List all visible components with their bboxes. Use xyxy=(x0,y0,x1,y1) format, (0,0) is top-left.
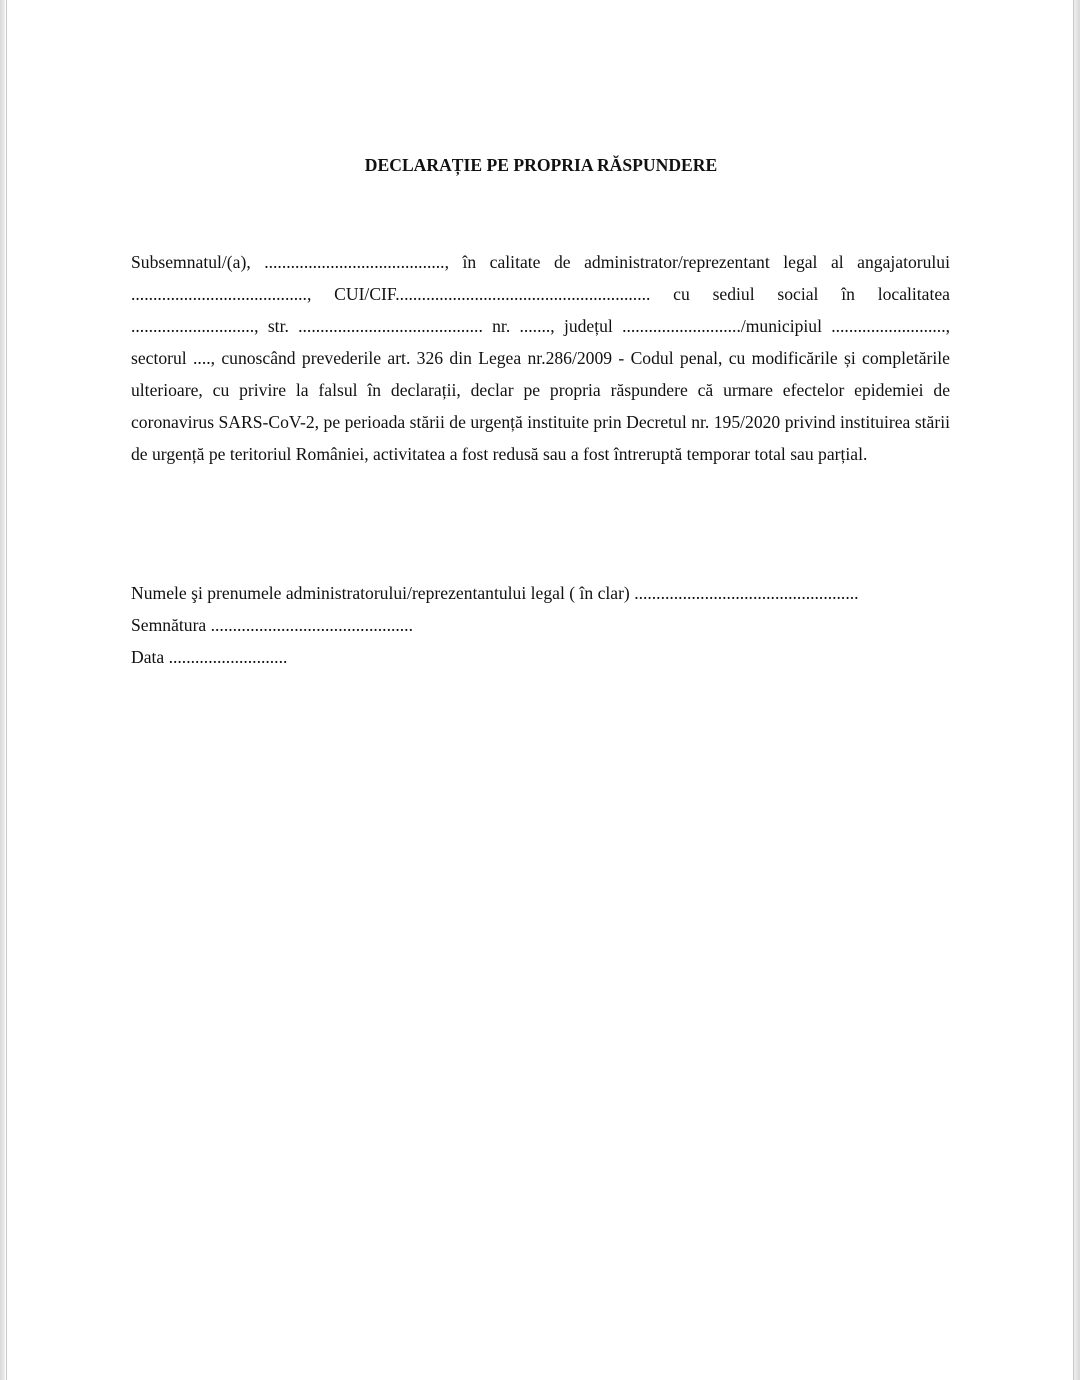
date-field-line: Data ........................... xyxy=(131,647,288,667)
signature-block xyxy=(131,577,950,673)
name-field-line: Numele şi prenumele administratorului/reprezentantului legal ( în clar) ................................................... xyxy=(131,583,859,603)
document-title: DECLARAȚIE PE PROPRIA RĂSPUNDERE xyxy=(364,155,718,175)
document-page xyxy=(6,0,1074,1380)
declaration-paragraph: Subsemnatul/(a), ........................................., în calitate de administrator/reprezentant legal al angajatorului ........................................, CUI/CIF.......................................................... cu sediul social în localitatea ............................, str. .......................................... nr. ......., județul .........................../municipiul .........................., sectorul ...., cunoscând prevederile art. 326 din Legea nr.286/2009 - Codul penal, cu modificările și completările ulterioare, cu privire la falsul în declarații, declar pe propria răspundere că urmare efectelor epidemiei de coronavirus SARS-CoV-2, pe perioada stării de urgență instituite prin Decretul nr. 195/2020 privind instituirea stării de urgență pe teritoriul României, activitatea a fost redusă sau a fost întreruptă temporar total sau parțial. xyxy=(131,252,950,464)
signature-field-line: Semnătura .............................................. xyxy=(131,615,413,635)
